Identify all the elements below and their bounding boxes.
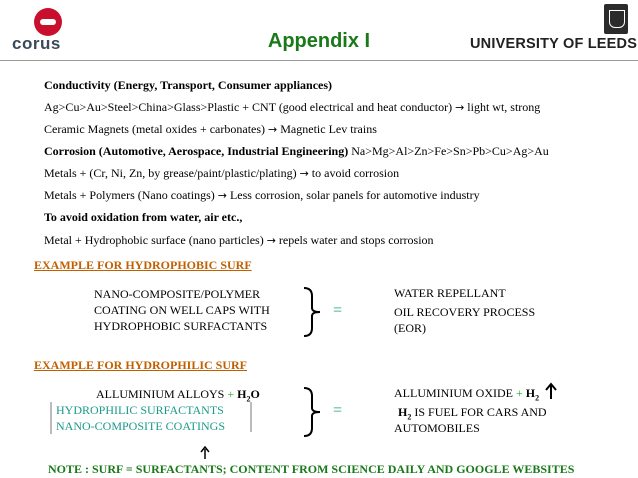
- page-title: Appendix I: [267, 30, 371, 52]
- conductivity-result: light wt, strong: [467, 100, 541, 114]
- hydrophobic-surface-result: repels water and stops corrosion: [278, 233, 434, 247]
- corrosion-heading: Corrosion (Automotive, Aerospace, Industrial Engineering): [44, 144, 349, 158]
- hydrophobic-surface-text: Metal + Hydrophobic surface (nano particles): [44, 233, 264, 247]
- oxidation-heading: To avoid oxidation from water, air etc.,: [44, 210, 243, 224]
- hydrophobic-surface-line: [44, 233, 434, 248]
- arrow-right-icon: →: [455, 101, 465, 114]
- hydrophilic-example-heading: EXAMPLE FOR HYDROPHILIC SURF: [34, 358, 248, 372]
- arrow-up-icon: [200, 446, 210, 460]
- ceramic-magnets-result: Magnetic Lev trains: [280, 122, 377, 136]
- surfactants-bracket: [246, 402, 252, 432]
- nano-composite-coatings-text: NANO-COMPOSITE COATINGS: [56, 419, 226, 433]
- corrosion-series: Na>Mg>Al>Zn>Fe>Sn>Pb>Cu>Ag>Au: [351, 144, 549, 158]
- equals-sign: =: [333, 402, 343, 419]
- hydrogen-formula: $H_2$: [525, 386, 540, 403]
- hydrophobic-left-line-3: HYDROPHOBIC SURFACTANTS: [94, 319, 268, 333]
- metals-polymers-text: Metals + Polymers (Nano coatings): [44, 188, 215, 202]
- metals-coating-result: to avoid corrosion: [311, 166, 400, 180]
- metals-coating-text: Metals + (Cr, Ni, Zn, by grease/paint/plastic/plating): [44, 166, 297, 180]
- header-divider: [0, 60, 638, 61]
- hydrophobic-right-block: [394, 285, 535, 336]
- arrow-right-icon: →: [266, 234, 276, 247]
- arrow-right-icon: →: [299, 167, 309, 180]
- metals-coating-line: [44, 166, 399, 181]
- corus-logo-text: corus: [12, 34, 61, 53]
- plus-sign: +: [227, 387, 235, 401]
- metals-polymers-line: [44, 188, 480, 203]
- conductivity-heading: Conductivity (Energy, Transport, Consumer appliances): [44, 78, 333, 92]
- ceramic-magnets-line: [44, 122, 377, 137]
- right-brace-icon: [300, 286, 326, 338]
- conductivity-line: [44, 100, 540, 115]
- hydrophobic-right-line-3: (EOR): [394, 321, 426, 335]
- leeds-crest-icon: [604, 4, 628, 34]
- hydrophobic-right-line-1: WATER REPELLANT: [394, 286, 506, 300]
- alloys-text: ALLUMINIUM ALLOYS: [96, 387, 225, 401]
- university-name: UNIVERSITY OF LEEDS: [470, 36, 638, 52]
- conductivity-series: Ag>Cu>Au>Steel>China>Glass>Plastic + CNT (good electrical and heat conductor): [44, 100, 453, 114]
- arrow-up-icon: [545, 382, 557, 400]
- arrow-right-icon: →: [268, 123, 278, 136]
- fuel-text: IS FUEL FOR CARS AND: [414, 405, 547, 419]
- water-formula: $H_2O$: [237, 387, 260, 404]
- hydrogen-formula: $H_2$: [398, 405, 412, 422]
- plus-sign: +: [515, 386, 523, 400]
- aluminium-oxide-text: ALLUMINIUM OXIDE: [394, 386, 513, 400]
- surfactants-group: [50, 402, 225, 434]
- footnote: NOTE : SURF = SURFACTANTS; CONTENT FROM SCIENCE DAILY AND GOOGLE WEBSITES: [48, 462, 575, 476]
- arrow-right-icon: →: [217, 189, 227, 202]
- hydrophobic-left-line-1: NANO-COMPOSITE/POLYMER: [94, 287, 261, 301]
- hydrophilic-right-line-3: AUTOMOBILES: [394, 421, 480, 435]
- hydrophobic-left-block: [94, 286, 270, 334]
- ceramic-magnets-text: Ceramic Magnets (metal oxides + carbonates): [44, 122, 266, 136]
- corrosion-line: [44, 144, 549, 159]
- hydrophilic-surfactants-text: HYDROPHILIC SURFACTANTS: [56, 403, 224, 417]
- right-brace-icon: [300, 386, 326, 438]
- hydrophobic-left-line-2: COATING ON WELL CAPS WITH: [94, 303, 270, 317]
- equals-sign: =: [333, 302, 343, 319]
- hydrophobic-example-heading: EXAMPLE FOR HYDROPHOBIC SURF: [34, 258, 252, 272]
- metals-polymers-result: Less corrosion, solar panels for automotive industry: [229, 188, 480, 202]
- hydrophobic-right-line-2: OIL RECOVERY PROCESS: [394, 305, 536, 319]
